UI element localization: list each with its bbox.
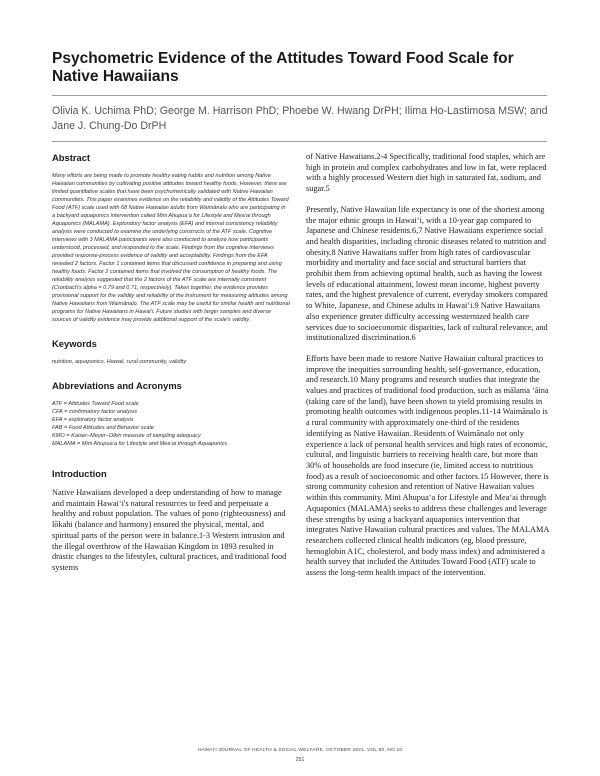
body-paragraph: of Native Hawaiians.2-4 Specifically, traditional food staples, which are high in protein and complex carbohydrates and low in fat, were replaced with a highly processed Western diet high in saturated fat, sodium, and sugar.5: [306, 152, 547, 194]
introduction-heading: Introduction: [52, 468, 107, 479]
page-number: 251: [295, 757, 305, 763]
abbreviation-item: EFA = exploratory factor analysis: [52, 417, 134, 423]
right-column: [306, 152, 549, 579]
left-column: [52, 152, 290, 574]
abbreviation-item: FAB = Food Attitudes and Behavior scale: [52, 425, 154, 431]
title-divider-bottom: [52, 141, 547, 142]
abstract-heading: Abstract: [52, 152, 91, 163]
abbreviations-list: [52, 400, 290, 448]
title-divider-top: [52, 95, 547, 96]
keywords-heading: Keywords: [52, 338, 97, 349]
introduction-paragraph: Native Hawaiians developed a deep understanding of how to manage and maintain Hawai‘i's natural resources to feed and perpetuate a healthy and robust population. The values of pono (righteousness) and lōkahi (balance and harmony) ensured the physical, mental, and spiritual parts of the person were in balance.1-3 Western intrusion and the illegal overthrow of the Hawaiian Kingdom in 1893 resulted in drastic changes to the lifestyles, cultural practices, and traditional food systems: [52, 488, 287, 572]
author-list: Olivia K. Uchima PhD; George M. Harrison PhD; Phoebe W. Hwang DrPH; Ilima Ho-Lastimosa MSW; and Jane J. Chung-Do DrPH: [52, 105, 548, 132]
keywords-text: nutrition, aquaponics, Hawaii, rural community, validity: [52, 359, 187, 365]
abbreviation-item: MALAMA = Mini Ahupua‘a for Lifestyle and Mea‘ai through Aquaponics: [52, 441, 228, 447]
body-paragraph: Presently, Native Hawaiian life expectancy is one of the shortest among the major ethnic groups in Hawai‘i, with a 10-year gap compared to Japanese and Chinese residents.6,7 Native Hawaiians experience social and health disparities, including chronic diseases related to nutrition and obesity.8 Native Hawaiians suffer from high rates of cardiovascular morbidity and mortality and face social and structural barriers that prohibit them from achieving optimal health, such as having the lowest levels of educational attainment, lowest mean income, highest poverty rates, and the highest prevalence of current, everyday smokers compared to White, Japanese, and Chinese adults in Hawai‘i.9 Native Hawaiians also experience greater difficulty accessing westernized health care services due to socioeconomic disparities, lack of cultural relevance, and institutionalized discrimination.6: [306, 204, 548, 343]
abbreviation-item: CFA = confirmatory factor analysis: [52, 409, 138, 415]
abstract-text: Many efforts are being made to promote healthy eating habits and nutrition among Native Hawaiian communities by cultivating positive attitudes toward healthy foods. However, there are limited quantitative scales that have been psychometrically validated with Native Hawaiian communities. This paper examines evidence on the reliability and validity of the Attitudes Toward Food (ATF) scale used with 68 Native Hawaiian adults from Waimānalo who are participating in a backyard aquaponics intervention called Mini Ahupua‘a for Lifestyle and Mea‘ai through Aquaponics (MALAMA). Exploratory factor analysis (EFA) and internal consistency reliability analysis were conducted to examine the underlying constructs of the ATF scale. Cognitive interviews with 3 MALAMA participants were also conducted to analyze how participants understood, processed, and responded to the scale. Findings from the cognitive interviews provided response-process evidence of validity and acceptability. Findings from the EFA revealed 2 factors. Factor 1 contained items that discussed confidence in preparing and using healthy foods. Factor 2 contained items that involved the consumption of healthy foods. The reliability analysis suggested that the 2 factors of the ATF scale are internally consistent (Cronbach's alpha = 0.79 and 0.71, respectively). Taken together, the evidence provides provisional support for the validity and reliability of the instrument for measuring attitudes among Native Hawaiians from Waimānalo. The ATF scale may be useful for similar health and nutritional programs for Native Hawaiians in Hawai‘i. Future studies with larger samples and diverse sources of validity evidence may provide additional support of the scale's validity.: [52, 173, 290, 323]
article-title: Psychometric Evidence of the Attitudes Toward Food Scale for Native Hawaiians: [52, 50, 514, 85]
abbreviation-item: ATF = Attitudes Toward Food scale: [52, 401, 139, 407]
journal-footer: HAWAI‘I JOURNAL OF HEALTH & SOCIAL WELFARE, OCTOBER 2021, VOL 80, NO 10: [197, 748, 403, 753]
body-paragraph: Efforts have been made to restore Native Hawaiian cultural practices to improve the inequities surrounding health, self-governance, education, and research.10 Many programs and research studies that integrate the values and practices of traditional food production, such as mālama ‘āina (taking care of the land), have been shown to yield promising results in promoting health outcomes with indigenous peoples.11-14 Waimānalo is a rural community with approximately one-third of the residents identifying as Native Hawaiian. Residents of Waimānalo not only experience a lack of personal health services and high rates of economic, cultural, and linguistic barriers to receiving health care, but more than 30% of households are food insecure (ie, limited access to nutritious food) as a result of socioeconomic and other factors.15 However, there is strong community cohesion and retention of Native Hawaiian values within this community. Mini Ahupua‘a for Lifestyle and Mea‘ai through Aquaponics (MALAMA) seeks to address these challenges and leverage these strengths by using a backyard aquaponics intervention that integrates Native Hawaiian cultural practices and values. The MALAMA researchers collected clinical health indicators (eg, blood pressure, hemoglobin A1C, cholesterol, and body mass index) and administered a health survey that included the Attitudes Toward Food (ATF) scale to assess the long-term health impact of the intervention.: [306, 353, 549, 578]
abbreviation-item: KMO = Kaiser–Meyer–Olkin measure of sampling adequacy: [52, 433, 201, 439]
abbreviations-heading: Abbreviations and Acronyms: [52, 380, 182, 391]
